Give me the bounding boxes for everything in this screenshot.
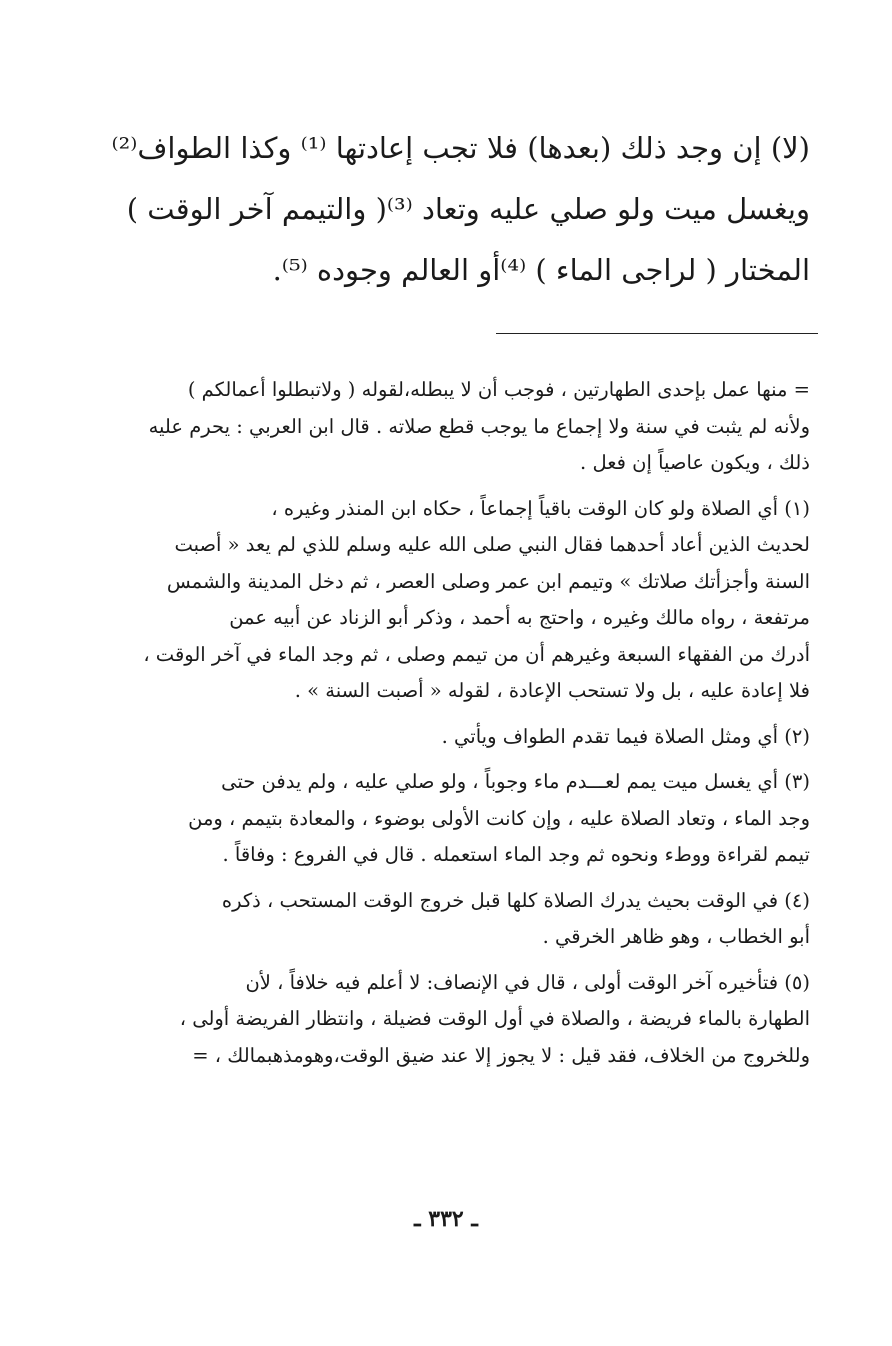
footnote-line: ولأنه لم يثبت في سنة ولا إجماع ما يوجب قطع صلاته . قال ابن العربي : يحرم عليه bbox=[148, 414, 810, 438]
footnote-line: (٤) في الوقت بحيث يدرك الصلاة كلها قبل خروج الوقت المستحب ، ذكره bbox=[221, 888, 810, 912]
footnote-line: (٥) فتأخيره آخر الوقت أولى ، قال في الإنصاف: لا أعلم فيه خلافاً ، لأن bbox=[245, 970, 810, 994]
footnote-line: وللخروج من الخلاف، فقد قيل : لا يجوز إلا عند ضيق الوقت،وهومذهبمالك ، = bbox=[192, 1043, 810, 1067]
footnote-divider bbox=[496, 333, 818, 334]
footnote-line: (١) أي الصلاة ولو كان الوقت باقياً إجماعاً ، حكاه ابن المنذر وغيره ، bbox=[271, 496, 810, 520]
main-text-line: المختار ( لراجى الماء ) ⁽⁴⁾أو العالم وجوده ⁽⁵⁾. bbox=[272, 253, 810, 287]
footnote-2 bbox=[68, 719, 810, 756]
footnote-continuation bbox=[68, 372, 810, 482]
footnote-line: الطهارة بالماء فريضة ، والصلاة في أول الوقت فضيلة ، وانتظار الفريضة أولى ، bbox=[179, 1007, 810, 1030]
footnote-line: (٢) أي ومثل الصلاة فيما تقدم الطواف ويأتي . bbox=[441, 724, 810, 748]
footnote-line: = منها عمل بإحدى الطهارتين ، فوجب أن لا يبطله،لقوله ( ولاتبطلوا أعمالكم ) bbox=[187, 378, 810, 401]
footnote-4 bbox=[68, 883, 810, 956]
footnote-line: ذلك ، ويكون عاصياً إن فعل . bbox=[580, 451, 810, 474]
footnote-5 bbox=[68, 965, 810, 1075]
main-text bbox=[70, 118, 810, 301]
footnote-line: تيمم لقراءة ووطء ونحوه ثم وجد الماء استعمله . قال في الفروع : وفاقاً . bbox=[222, 843, 810, 866]
page-number: ـ ٣٣٢ ـ bbox=[414, 1206, 478, 1232]
main-text-line: ويغسل ميت ولو صلي عليه وتعاد ⁽³⁾( والتيمم آخر الوقت ) bbox=[126, 192, 810, 226]
footnote-line: (٣) أي يغسل ميت يمم لعـــدم ماء وجوباً ، ولو صلي عليه ، ولم يدفن حتى bbox=[221, 770, 810, 793]
footnote-line: لحديث الذين أعاد أحدهما فقال النبي صلى الله عليه وسلم للذي لم يعد « أصبت bbox=[174, 533, 810, 556]
footnote-line: أدرك من الفقهاء السبعة وغيرهم أن من تيمم وصلى ، ثم وجد الماء في آخر الوقت ، bbox=[143, 642, 810, 666]
footnote-line: السنة وأجزأتك صلاتك » وتيمم ابن عمر وصلى العصر ، ثم دخل المدينة والشمس bbox=[166, 569, 810, 593]
footnotes-section bbox=[68, 372, 810, 1083]
footnote-1 bbox=[68, 491, 810, 710]
footnote-line: أبو الخطاب ، وهو ظاهر الخرقي . bbox=[542, 925, 810, 948]
main-text-line: (لا) إن وجد ذلك (بعدها) فلا تجب إعادتها ⁽¹⁾ وكذا الطواف⁽²⁾ bbox=[111, 131, 810, 165]
footnote-3 bbox=[68, 764, 810, 874]
footnote-line: مرتفعة ، رواه مالك وغيره ، واحتج به أحمد ، وذكر أبو الزناد عن أبيه عمن bbox=[229, 606, 810, 629]
footnote-line: وجد الماء ، وتعاد الصلاة عليه ، وإن كانت الأولى بوضوء ، والمعادة بتيمم ، ومن bbox=[188, 806, 810, 830]
footnote-line: فلا إعادة عليه ، بل ولا تستحب الإعادة ، لقوله « أصبت السنة » . bbox=[294, 679, 810, 702]
